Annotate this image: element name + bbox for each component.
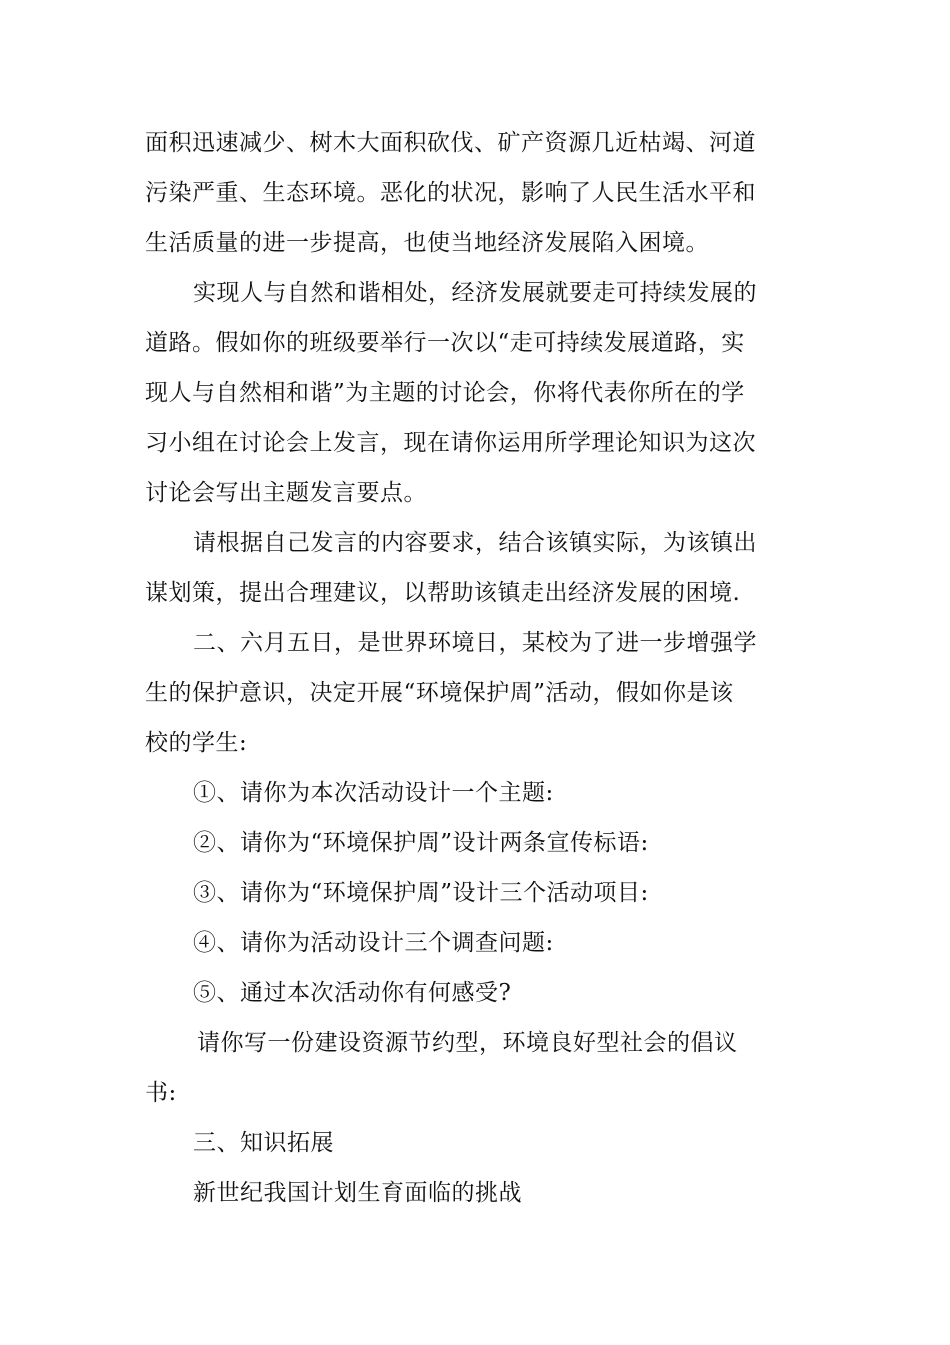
text-line: 校的学生: [145,730,248,756]
text-line: 讨论会写出主题发言要点。 [145,480,427,506]
list-item: ④、请你为活动设计三个调查问题: [193,930,554,956]
section-heading-three: 三、知识拓展 [193,1130,334,1156]
text-line: 生活质量的进一步提高，也使当地经济发展陷入困境。 [145,230,709,256]
text-line: 习小组在讨论会上发言，现在请你运用所学理论知识为这次 [145,430,756,456]
text-line: 现人与自然相和谐”为主题的讨论会，你将代表你所在的学 [145,380,745,406]
paragraph-start: 请根据自己发言的内容要求，结合该镇实际，为该镇出 [193,530,757,556]
paragraph-start: 请你写一份建设资源节约型，环境良好型社会的倡议 [197,1030,738,1056]
document-page [145,118,757,1218]
list-item: ②、请你为“环境保护周”设计两条宣传标语: [193,830,649,856]
text-line: 道路。假如你的班级要举行一次以“走可持续发展道路，实 [145,330,745,356]
text-line: 污染严重、生态环境。恶化的状况，影响了人民生活水平和 [145,180,756,206]
list-item: ③、请你为“环境保护周”设计三个活动项目: [193,880,649,906]
text-line: 书: [145,1080,177,1106]
paragraph-start: 实现人与自然和谐相处，经济发展就要走可持续发展的 [193,280,757,306]
text-line: 面积迅速减少、树木大面积砍伐、矿产资源几近枯竭、河道 [145,130,756,156]
subheading: 新世纪我国计划生育面临的挑战 [193,1180,522,1206]
text-line: 生的保护意识，决定开展“环境保护周”活动，假如你是该 [145,680,734,706]
text-line: 谋划策，提出合理建议，以帮助该镇走出经济发展的困境. [145,580,741,606]
list-item: ①、请你为本次活动设计一个主题: [193,780,554,806]
list-item: ⑤、通过本次活动你有何感受? [193,980,512,1006]
section-heading-two: 二、六月五日，是世界环境日，某校为了进一步增强学 [193,630,757,656]
